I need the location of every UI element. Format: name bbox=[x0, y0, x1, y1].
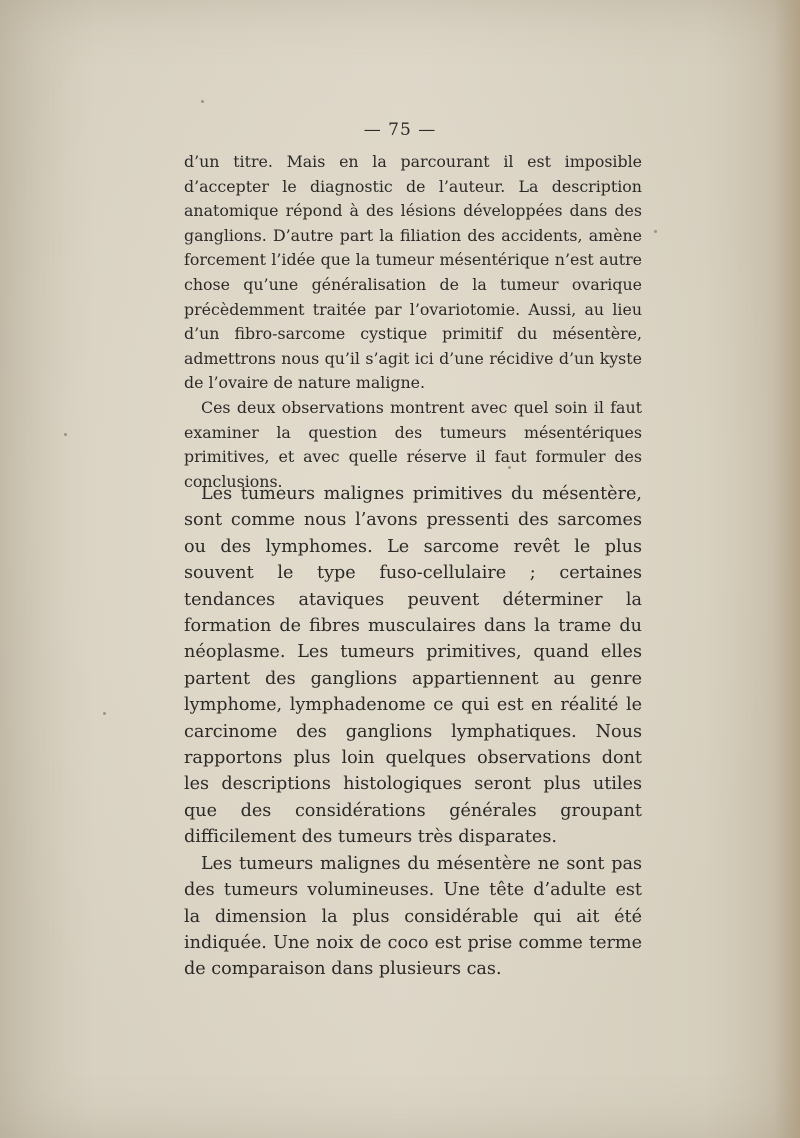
paper-speck bbox=[64, 433, 67, 436]
paper-speck bbox=[201, 100, 204, 103]
paragraph-malignant-tumors: Les tumeurs malignes primitives du mésentère, sont comme nous l’avons pressenti des sarcomes ou des lymphomes. Le sarcome revêt le plus souvent le type fuso-cellulaire ; certaines tendances ataviques peuvent déterminer la formation de fibres musculaires dans la trame du néoplasme. Les tumeurs primitives, quand elles partent des ganglions appartiennent au genre lymphome, lymphadenome ce qui est en réalité le carcinome des ganglions lymphatiques. Nous rapportons plus loin quelques observations dont les descriptions histologiques seront plus utiles que des considérations générales groupant difficilement des tumeurs très disparates. bbox=[184, 484, 642, 848]
page-edge-shadow bbox=[774, 0, 800, 1138]
paragraph-observations: Ces deux observations montrent avec quel soin il faut examiner la question des tumeurs mésentériques primitives, et avec quelle réserve il faut formuler des conclusions. bbox=[184, 397, 642, 491]
page-number: — 75 — bbox=[363, 120, 437, 140]
text-block-small bbox=[184, 150, 642, 494]
paragraph-continuation: d’un titre. Mais en la parcourant il est imposible d’accepter le diagnostic de l’auteur. La description anatomique répond à des lésions développées dans des ganglions. D’autre part la filiation des accidents, amène forcement l’idée que la tumeur mésentérique n’est autre chose qu’une généralisation de la tumeur ovarique précèdemment traitée par l’ovariotomie. Aussi, au lieu d’un fibro-sarcome cystique primitif du mésentère, admettrons nous qu’il s’agit ici d’une récidive d’un kyste de l’ovaire de nature maligne. bbox=[184, 152, 642, 393]
text-block-large bbox=[184, 481, 642, 983]
paragraph-tumor-size: Les tumeurs malignes du mésentère ne sont pas des tumeurs volumineuses. Une tête d’adulte est la dimension la plus considérable qui ait été indiquée. Une noix de coco est prise comme terme de comparaison dans plusieurs cas. bbox=[184, 853, 642, 980]
paper-speck bbox=[654, 230, 657, 233]
paper-speck bbox=[103, 712, 106, 715]
